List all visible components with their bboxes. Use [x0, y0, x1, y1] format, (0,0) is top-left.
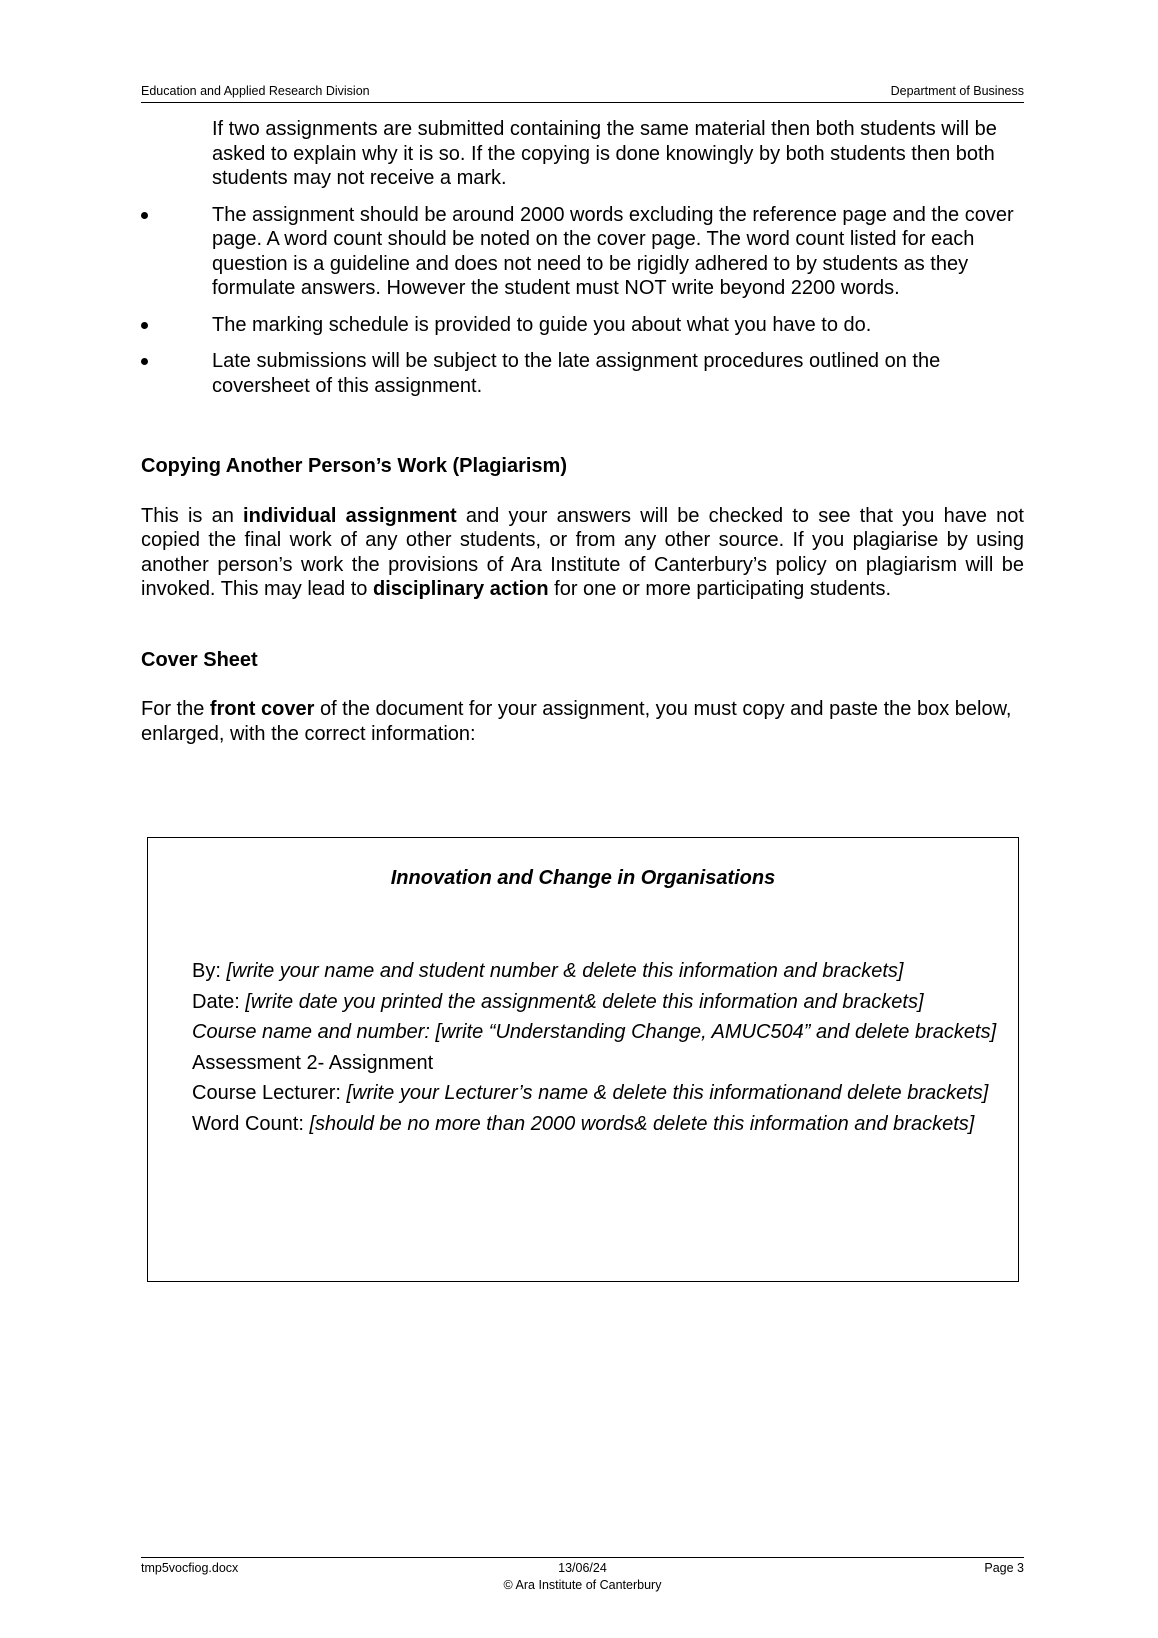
- footer-filename: tmp5vocfiog.docx: [141, 1561, 239, 1575]
- page-footer: [141, 1557, 1024, 1598]
- bullet-icon: [141, 322, 148, 329]
- by-value: [write your name and student number & delete this information and brackets]: [226, 960, 904, 982]
- cover-box-title: Innovation and Change in Organisations: [390, 867, 776, 889]
- list-item-text: The assignment should be around 2000 words excluding the reference page and the cover page. A word count should be noted on the cover page. The word count listed for each question is a guideline and does not need to be rigidly adhered to by students as they formulate answers. However the student must NOT write beyond 2200 words.: [212, 203, 1014, 299]
- wordcount-label: Word Count:: [192, 1112, 310, 1135]
- footer-date: 13/06/24: [558, 1561, 607, 1575]
- by-label: By:: [192, 960, 227, 982]
- list-item: [141, 313, 1024, 338]
- bullet-icon: [141, 212, 148, 219]
- header-department: Department of Business: [890, 84, 1024, 98]
- plagiarism-bold-2: disciplinary action: [372, 578, 549, 600]
- cover-template-box: [147, 837, 1019, 1282]
- intro-paragraph: If two assignments are submitted containing the same material then both students will be asked to explain why it is so. If the copying is done knowingly by both students then both students may not receive a mark.: [212, 118, 997, 189]
- cover-text-1: For the: [141, 698, 210, 720]
- list-item: [141, 349, 1024, 398]
- by-field: [192, 959, 1002, 984]
- list-item: [141, 203, 1024, 301]
- cover-sheet-heading: Cover Sheet: [141, 648, 258, 671]
- requirements-list: [141, 203, 1024, 399]
- date-value: [write date you printed the assignment& delete this information and brackets]: [245, 990, 924, 1013]
- cover-text-2: of the document for your assignment, you must copy and paste the box below, enlarged, with the correct information:: [141, 698, 1012, 745]
- plagiarism-text-2: and your answers will be checked to see that you have not copied the final work of any other students, or from any other source. If you plagiarise by using another person’s work the provisions of Ara Institute of Canterbury’s policy on plagiarism will be invoked. This may lead to: [141, 504, 1024, 600]
- plagiarism-bold-1: individual assignment: [243, 504, 457, 527]
- plagiarism-text-1: This is an: [141, 504, 244, 527]
- list-item-text: The marking schedule is provided to guide you about what you have to do.: [212, 313, 872, 336]
- footer-copyright: © Ara Institute of Canterbury: [503, 1578, 662, 1592]
- course-value: Course name and number: [write “Understanding Change, AMUC504” and delete brackets]: [192, 1021, 997, 1043]
- footer-page-number: Page 3: [984, 1561, 1024, 1575]
- date-label: Date:: [192, 990, 246, 1013]
- plagiarism-text-3: for one or more participating students.: [548, 578, 891, 600]
- list-item-text: Late submissions will be subject to the late assignment procedures outlined on the coversheet of this assignment.: [212, 350, 941, 397]
- plagiarism-heading: Copying Another Person’s Work (Plagiarism): [141, 455, 567, 477]
- lecturer-value: [write your Lecturer’s name & delete this informationand delete brackets]: [346, 1082, 989, 1104]
- wordcount-field: [192, 1112, 1002, 1137]
- header-division: Education and Applied Research Division: [141, 84, 370, 98]
- date-field: [192, 990, 1002, 1015]
- wordcount-value: [should be no more than 2000 words& delete this information and brackets]: [309, 1112, 975, 1135]
- page-body: [141, 117, 1024, 746]
- cover-bold-1: front cover: [209, 698, 315, 720]
- cover-box-fields: [192, 959, 1002, 1142]
- plagiarism-paragraph: [141, 504, 1024, 602]
- lecturer-field: [192, 1081, 1002, 1106]
- lecturer-label: Course Lecturer:: [192, 1082, 347, 1104]
- page-header: [141, 82, 1024, 103]
- assessment-field: Assessment 2- Assignment: [192, 1051, 434, 1074]
- cover-sheet-paragraph: [141, 697, 1024, 746]
- bullet-icon: [141, 358, 148, 365]
- course-field: [192, 1020, 1002, 1045]
